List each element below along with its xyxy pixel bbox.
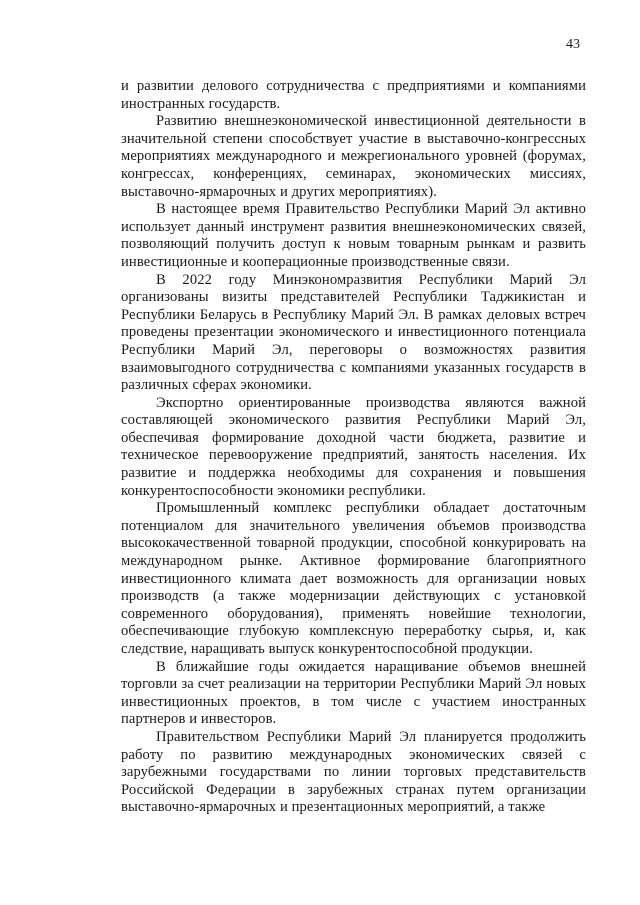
paragraph: Развитию внешнеэкономической инвестиционной деятельности в значительной степени способствует участие в выставочно-конгрессных мероприятиях международного и межрегионального уровней (форумах, конгрессах, конференциях, семинарах, экономических миссиях, выставочно-ярмарочных и других мероприятиях). — [121, 113, 586, 200]
page-number: 43 — [566, 37, 580, 52]
paragraph: В 2022 году Минэкономразвития Республики Марий Эл организованы визиты представителей Республики Таджикистан и Республики Беларусь в Республику Марий Эл. В рамках деловых встреч проведены презентации экономического и инвестиционного потенциала Республики Марий Эл, переговоры о возможностях развития взаимовыгодного сотрудничества с компаниями указанных государств в различных сферах экономики. — [121, 271, 586, 394]
paragraph: В настоящее время Правительство Республики Марий Эл активно использует данный инструмент развития внешнеэкономических связей, позволяющий получить доступ к новым товарным рынкам и развить инвестиционные и кооперационные производственные связи. — [121, 201, 586, 270]
paragraph: В ближайшие годы ожидается наращивание объемов внешней торговли за счет реализации на территории Республики Марий Эл новых инвестиционных проектов, в том числе с участием иностранных партнеров и инвесторов. — [121, 658, 586, 728]
paragraph: Промышленный комплекс республики обладает достаточным потенциалом для значительного увеличения объемов производства высококачественной товарной продукции, способной конкурировать на международном рынке. Активное формирование благоприятного инвестиционного климата дает возможность для организации новых производств (а также модернизации действующих с установкой современного оборудования), применять новейшие технологии, обеспечивающие глубокую комплексную переработку сырья, и, как следствие, наращивать выпуск конкурентоспособной продукции. — [121, 500, 586, 657]
paragraph: Экспортно ориентированные производства являются важной составляющей экономического развития Республики Марий Эл, обеспечивая формирование доходной части бюджета, развитие и техническое перевооружение предприятий, занятость населения. Их развитие и поддержка необходимы для сохранения и повышения конкурентоспособности экономики республики. — [121, 394, 586, 499]
paragraph: Правительством Республики Марий Эл планируется продолжить работу по развитию международных экономических связей с зарубежными государствами по линии торговых представительств Российской Федерации в зарубежных странах путем организации выставочно-ярмарочных и презентационных мероприятий, а также — [121, 728, 586, 816]
paragraph: и развитии делового сотрудничества с предприятиями и компаниями иностранных государств. — [121, 78, 586, 112]
document-body — [121, 78, 586, 817]
